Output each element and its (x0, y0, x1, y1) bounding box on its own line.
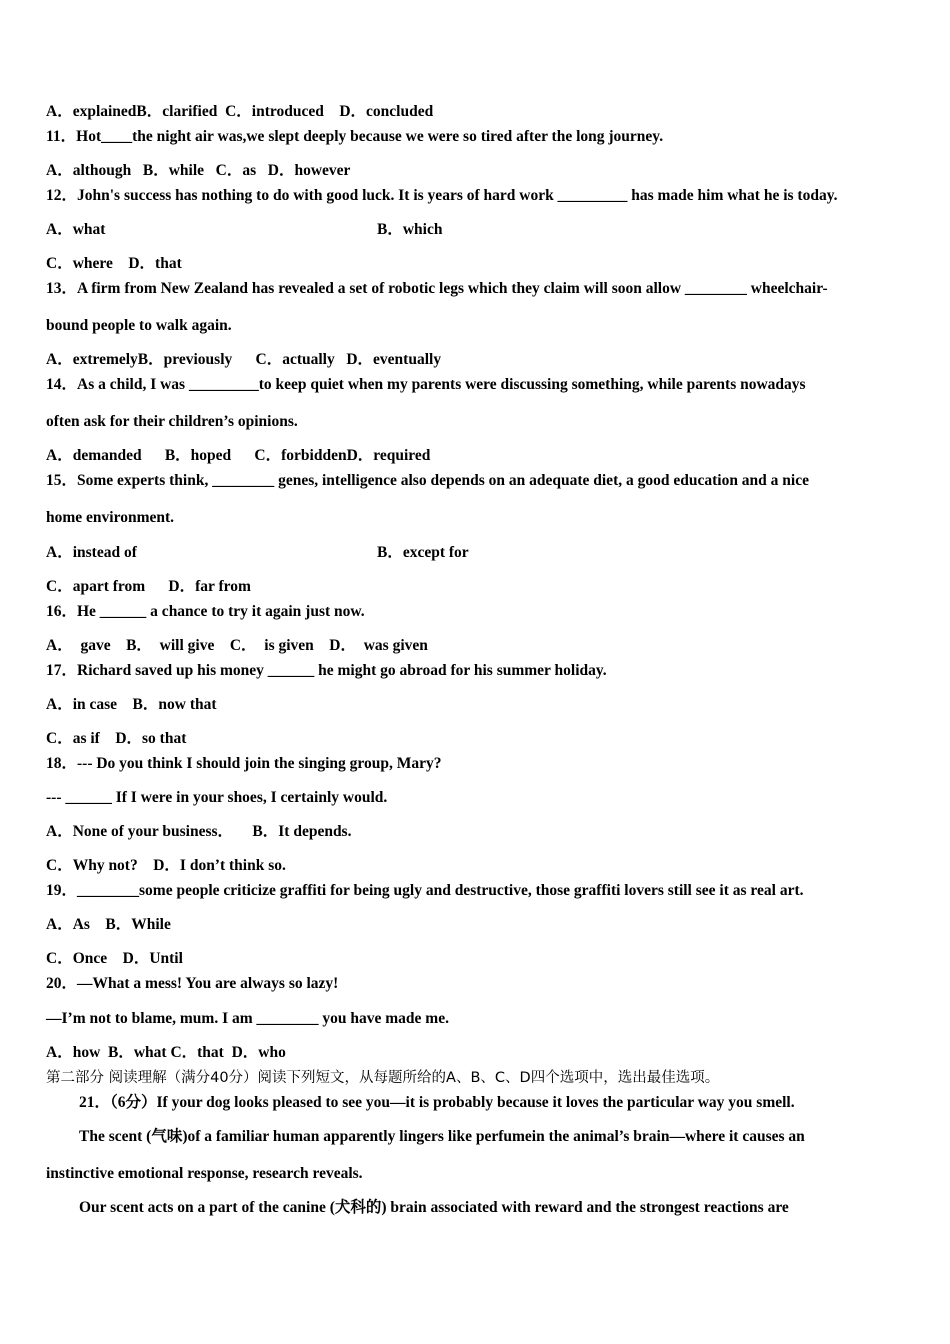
q15-option-a: A．instead of (46, 544, 137, 561)
question-14-cont: often ask for their children’s opinions. (46, 413, 298, 430)
question-12: 12．John's success has nothing to do with good luck. It is years of hard work _________ has made him what he is today. (46, 187, 838, 204)
passage-line-1: 21．（6分）If your dog looks pleased to see you—it is probably because it loves the particular way you smell. (79, 1094, 795, 1111)
q12-option-a: A．what (46, 221, 106, 238)
section-heading-reading: 第二部分 阅读理解（满分40分）阅读下列短文，从每题所给的A、B、C、D四个选项中，选出最佳选项。 (46, 1070, 720, 1086)
q18-options-cd: C．Why not? D．I don’t think so. (46, 857, 286, 874)
question-20-reply: —I’m not to blame, mum. I am ________ you have made me. (46, 1010, 449, 1027)
question-18-reply: --- ______ If I were in your shoes, I certainly would. (46, 789, 388, 806)
question-20: 20．—What a mess! You are always so lazy! (46, 975, 339, 992)
q19-options-cd: C．Once D．Until (46, 950, 183, 967)
q17-options-cd: C．as if D．so that (46, 730, 187, 747)
q11-options: A．although B．while C．as D．however (46, 162, 351, 179)
question-18: 18．--- Do you think I should join the singing group, Mary? (46, 755, 442, 772)
q15-options-cd: C．apart from D．far from (46, 578, 251, 595)
q16-options: A． gave B． will give C． is given D． was given (46, 637, 428, 654)
q13-options: A．extremelyB．previously C．actually D．eventually (46, 351, 442, 368)
question-15: 15．Some experts think, ________ genes, intelligence also depends on an adequate diet, a good education and a nice (46, 472, 809, 489)
question-15-cont: home environment. (46, 509, 175, 526)
question-17: 17．Richard saved up his money ______ he might go abroad for his summer holiday. (46, 662, 607, 679)
passage-line-2: The scent (气味)of a familiar human apparently lingers like perfumein the animal’s brain—where it causes an (79, 1128, 805, 1145)
q14-options: A．demanded B．hoped C．forbiddenD．required (46, 447, 431, 464)
q12-options-cd: C．where D．that (46, 255, 182, 272)
q19-options-ab: A．As B．While (46, 916, 171, 933)
question-19: 19．________some people criticize graffiti for being ugly and destructive, those graffiti lovers still see it as real art. (46, 882, 804, 899)
question-11: 11．Hot____the night air was,we slept deeply because we were so tired after the long journey. (46, 128, 664, 145)
question-13: 13．A firm from New Zealand has revealed a set of robotic legs which they claim will soon allow ________ wheelchair- (46, 280, 828, 297)
q17-options-ab: A．in case B．now that (46, 696, 217, 713)
question-16: 16．He ______ a chance to try it again just now. (46, 603, 365, 620)
q20-options: A．how B．what C．that D．who (46, 1044, 286, 1061)
passage-line-3: instinctive emotional response, research reveals. (46, 1165, 363, 1182)
question-14: 14．As a child, I was _________to keep quiet when my parents were discussing something, while parents nowadays (46, 376, 806, 393)
passage-line-4: Our scent acts on a part of the canine (犬科的) brain associated with reward and the strongest reactions are (79, 1199, 789, 1216)
q12-option-b: B．which (377, 221, 443, 238)
question-13-cont: bound people to walk again. (46, 317, 232, 334)
q10-options: A．explainedB．clarified C．introduced D．concluded (46, 103, 434, 120)
q18-options-ab: A．None of your business． B．It depends. (46, 823, 352, 840)
q15-option-b: B．except for (377, 544, 469, 561)
